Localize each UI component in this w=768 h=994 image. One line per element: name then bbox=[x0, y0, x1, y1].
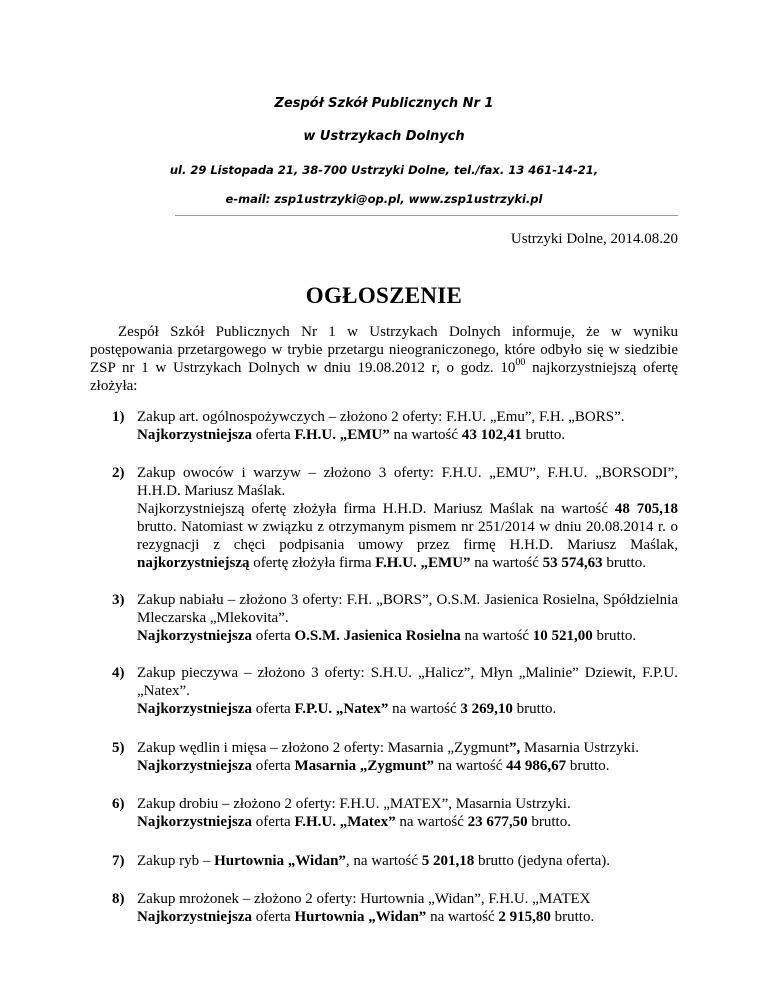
header-divider bbox=[175, 215, 678, 216]
item-number: 4) bbox=[112, 665, 125, 681]
item-number: 2) bbox=[112, 465, 125, 481]
item-description: Zakup ryb – Hurtownia „Widan”, na wartość 5 201,18 brutto (jedyna oferta). bbox=[137, 853, 611, 869]
list-item bbox=[90, 464, 678, 572]
list-item bbox=[90, 591, 678, 645]
list-item bbox=[90, 408, 678, 444]
item-description: Zakup pieczywa – złożono 3 oferty: S.H.U. „Halicz”, Młyn „Malinie” Dziewit, F.P.U. „Natex”. bbox=[137, 665, 678, 699]
school-address: ul. 29 Listopada 21, 38-700 Ustrzyki Dolne, tel./fax. 13 461-14-21, bbox=[169, 163, 599, 177]
item-number: 7) bbox=[112, 853, 125, 869]
school-name: Zespół Szkół Publicznych Nr 1 bbox=[274, 96, 494, 111]
item-number: 8) bbox=[112, 891, 125, 907]
intro-text: Zespół Szkół Publicznych Nr 1 w Ustrzykach Dolnych informuje, że w wyniku postępowania przetargowego w trybie przetargu nieograniczonego, które odbyło się w siedzibie ZSP nr 1 w Ustrzykach Dolnych w dniu 19.08.2012 r, o godz. 10 bbox=[90, 324, 678, 376]
list-item bbox=[90, 664, 678, 718]
item-description: Zakup drobiu – złożono 2 oferty: F.H.U. „MATEX”, Masarnia Ustrzyki. bbox=[137, 796, 571, 812]
list-item bbox=[90, 795, 678, 831]
item-description: Zakup wędlin i mięsa – złożono 2 oferty: Masarnia „Zygmunt”, Masarnia Ustrzyki. bbox=[137, 740, 639, 756]
item-number: 1) bbox=[112, 409, 125, 425]
intro-end: najkorzystniejszą ofertę złożyła: bbox=[90, 360, 678, 394]
list-item bbox=[90, 890, 678, 926]
announcement-title: OGŁOSZENIE bbox=[305, 283, 463, 308]
tender-results-list bbox=[90, 408, 678, 926]
list-item bbox=[90, 739, 678, 775]
place-date: Ustrzyki Dolne, 2014.08.20 bbox=[510, 231, 678, 247]
school-contact: e-mail: zsp1ustrzyki@op.pl, www.zsp1ustrzyki.pl bbox=[225, 192, 543, 206]
item-result: Najkorzystniejsza oferta Hurtownia „Widan” na wartość 2 915,80 brutto. bbox=[137, 909, 595, 925]
item-result: Najkorzystniejsza oferta O.S.M. Jasienica Rosielna na wartość 10 521,00 brutto. bbox=[137, 628, 637, 644]
item-result: Najkorzystniejsza oferta F.H.U. „EMU” na wartość 43 102,41 brutto. bbox=[137, 427, 566, 443]
item-number: 5) bbox=[112, 740, 125, 756]
intro-time-superscript: 00 bbox=[515, 357, 526, 368]
item-result: Najkorzystniejsza oferta F.P.U. „Natex” na wartość 3 269,10 brutto. bbox=[137, 701, 557, 717]
school-city: w Ustrzykach Dolnych bbox=[303, 129, 465, 144]
item-description: Zakup mrożonek – złożono 2 oferty: Hurtownia „Widan”, F.H.U. „MATEX bbox=[137, 891, 591, 907]
item-result: Najkorzystniejszą ofertę złożyła firma H.H.D. Mariusz Maślak na wartość 48 705,18 brutto. Natomiast w związku z otrzymanym pismem nr 251/2014 w dniu 20.08.2014 r. o rezygnacji z chęci podpisania umowy przez firmę H.H.D. Mariusz Maślak, najkorzystniejszą ofertę złożyła firma F.H.U. „EMU” na wartość 53 574,63 brutto. bbox=[137, 501, 679, 571]
item-description: Zakup nabiału – złożono 3 oferty: F.H. „BORS”, O.S.M. Jasienica Rosielna, Spółdzielnia Mleczarska „Mlekovita”. bbox=[137, 592, 678, 626]
item-result: Najkorzystniejsza oferta F.H.U. „Matex” na wartość 23 677,50 brutto. bbox=[137, 814, 571, 830]
list-item bbox=[90, 852, 678, 870]
intro-paragraph bbox=[90, 323, 678, 395]
item-result: Najkorzystniejsza oferta Masarnia „Zygmunt” na wartość 44 986,67 brutto. bbox=[137, 758, 610, 774]
item-number: 6) bbox=[112, 796, 125, 812]
item-description: Zakup art. ogólnospożywczych – złożono 2 oferty: F.H.U. „Emu”, F.H. „BORS”. bbox=[137, 409, 625, 425]
item-number: 3) bbox=[112, 592, 125, 608]
item-description: Zakup owoców i warzyw – złożono 3 oferty: F.H.U. „EMU”, F.H.U. „BORSODI”, H.H.D. Mariusz Maślak. bbox=[137, 465, 678, 499]
